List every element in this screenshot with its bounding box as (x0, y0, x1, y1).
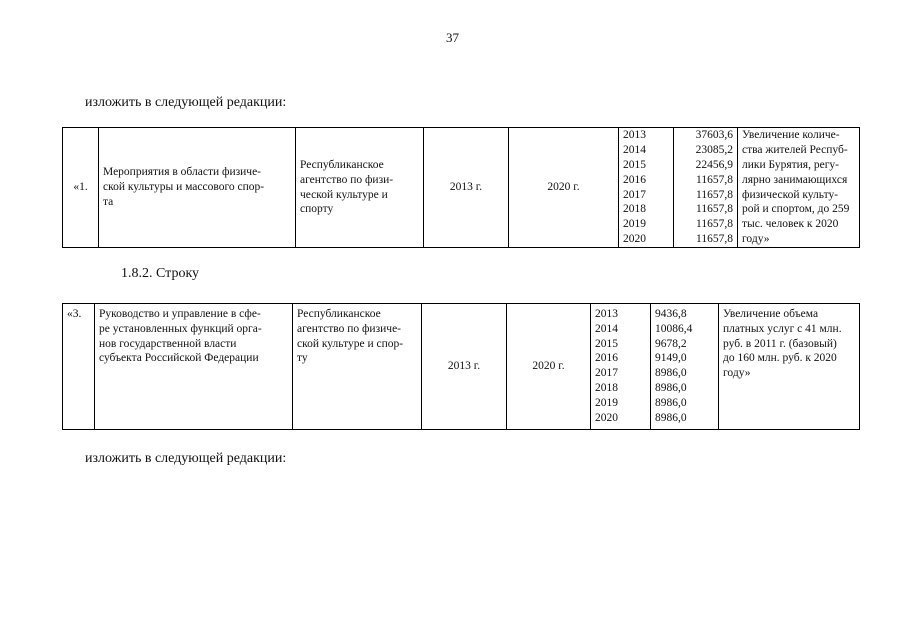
table-row-1 (62, 127, 860, 248)
end-year-cell: 2020 г. (509, 128, 619, 248)
start-year-cell: 2013 г. (424, 128, 509, 248)
start-year-cell: 2013 г. (422, 304, 507, 430)
end-year-cell: 2020 г. (507, 304, 591, 430)
years-list-cell: 2013 2014 2015 2016 2017 2018 2019 2020 (619, 128, 674, 248)
intro-paragraph-2: изложить в следующей редакции: (85, 451, 287, 466)
row-number-cell: «1. (63, 128, 99, 248)
result-cell: Увеличение количе- ства жителей Респуб- лики Бурятия, регу- лярно занимающихся физической культу- рой и спортом, до 259 тыс. человек к 2020 году» (738, 128, 860, 248)
row-number-cell: «3. (63, 304, 95, 430)
agency-cell: Республиканское агентство по физиче- ской культуре и спор- ту (293, 304, 422, 430)
activity-cell: Мероприятия в области физиче- ской культуры и массового спор- та (99, 128, 296, 248)
intro-paragraph-1: изложить в следующей редакции: (85, 95, 287, 110)
amounts-list-cell: 37603,6 23085,2 22456,9 11657,8 11657,8 11657,8 11657,8 11657,8 (674, 128, 738, 248)
result-cell: Увеличение объема платных услуг с 41 млн. руб. в 2011 г. (базовый) до 160 млн. руб. к 2020 году» (719, 304, 860, 430)
activity-cell: Руководство и управление в сфе- ре установленных функций орга- нов государственной власти субъекта Российской Федерации (95, 304, 293, 430)
years-list-cell: 2013 2014 2015 2016 2017 2018 2019 2020 (591, 304, 651, 430)
table-row-2 (62, 303, 860, 430)
agency-cell: Республиканское агентство по физи- ческой культуре и спорту (296, 128, 424, 248)
page-number: 37 (446, 30, 459, 45)
amounts-list-cell: 9436,8 10086,4 9678,2 9149,0 8986,0 8986,0 8986,0 8986,0 (651, 304, 719, 430)
section-heading: 1.8.2. Строку (121, 266, 200, 281)
